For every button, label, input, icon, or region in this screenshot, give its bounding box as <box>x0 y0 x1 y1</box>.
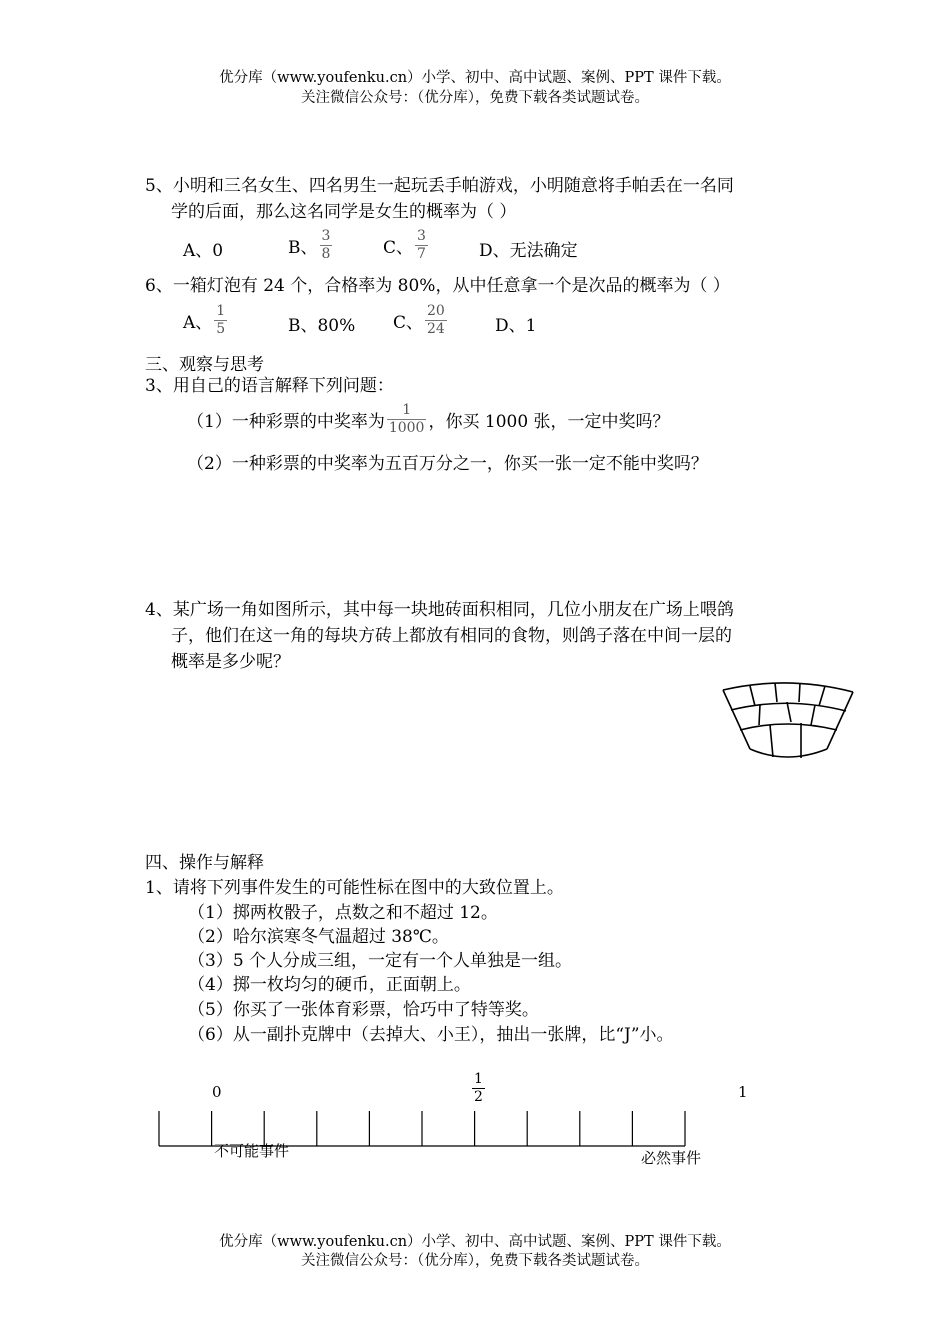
numberline-one-label: 1 <box>738 1083 748 1101</box>
event-item-4: （4）掷一枚均匀的硬币，正面朝上。 <box>188 975 471 995</box>
certain-event-label: 必然事件 <box>641 1149 702 1167</box>
q6-option-c <box>393 303 449 338</box>
q6-line-1: 6、一箱灯泡有 24 个，合格率为 80%，从中任意拿一个是次品的概率为（ ） <box>145 276 730 296</box>
q5-line-2: 学的后面，那么这名同学是女生的概率为（ ） <box>171 202 517 222</box>
footer-line-2: 关注微信公众号：（优分库），免费下载各类试题试卷。 <box>301 1253 649 1269</box>
q5-option-c-prefix: C、 <box>383 238 414 258</box>
event-item-3: （3）5 个人分成三组，一定有一个人单独是一组。 <box>188 951 573 971</box>
q5-c-numerator: 3 <box>417 228 426 244</box>
plaza-inner-arc <box>750 749 827 757</box>
numberline-half-fraction <box>472 1071 485 1106</box>
numberline-half-numerator: 1 <box>474 1071 483 1087</box>
q3-title: 3、用自己的语言解释下列问题： <box>145 376 394 396</box>
section-4-title: 四、操作与解释 <box>145 853 264 873</box>
event-item-2: （2）哈尔滨寒冬气温超过 38℃。 <box>188 927 449 947</box>
q6-option-d: D、1 <box>495 316 537 336</box>
q6-c-denominator: 24 <box>427 321 445 337</box>
q6-option-a-fraction <box>214 303 227 338</box>
q5-b-denominator: 8 <box>321 246 331 262</box>
q3-part-1-numerator: 1 <box>402 402 412 418</box>
q5-option-c <box>383 228 430 263</box>
event-item-6: （6）从一副扑克牌中（去掉大、小王），抽出一张牌，比“J”小。 <box>188 1025 674 1045</box>
q4-line-3: 概率是多少呢？ <box>171 652 290 672</box>
q3-part-2: （2）一种彩票的中奖率为五百万分之一，你买一张一定不能中奖吗？ <box>187 454 708 474</box>
q5-option-a: A、0 <box>183 241 224 261</box>
q6-c-numerator: 20 <box>427 303 445 319</box>
q6-option-b: B、80% <box>288 316 356 336</box>
numberline-zero-label: 0 <box>212 1083 222 1101</box>
event-item-5: （5）你买了一张体育彩票，恰巧中了特等奖。 <box>188 1000 539 1020</box>
q5-option-b <box>288 228 334 263</box>
q5-c-denominator: 7 <box>417 246 426 262</box>
section-3-title: 三、观察与思考 <box>145 355 264 375</box>
numberline-half-denominator: 2 <box>474 1089 483 1105</box>
q6-option-c-prefix: C、 <box>393 313 424 333</box>
q3-part-1 <box>187 402 670 437</box>
q5-option-b-prefix: B、 <box>288 238 318 258</box>
q5-option-d: D、无法确定 <box>479 241 578 261</box>
q5-option-b-fraction <box>320 228 333 263</box>
footer-line-1: 优分库（www.youfenku.cn）小学、初中、高中试题、案例、PPT 课件下载。 <box>219 1234 731 1250</box>
numberline-half-label <box>470 1071 487 1106</box>
q4-line-2: 子，他们在这一角的每块方砖上都放有相同的食物，则鸽子落在中间一层的 <box>171 626 732 646</box>
plaza-left-edge <box>723 690 750 749</box>
q6-a-numerator: 1 <box>216 303 226 319</box>
plaza-tile-figure <box>715 680 860 765</box>
plaza-row-arc-2 <box>740 724 837 730</box>
s4-q1-title: 1、请将下列事件发生的可能性标在图中的大致位置上。 <box>145 878 564 898</box>
q3-part-1-after: ，你买 1000 张，一定中奖吗？ <box>428 412 670 432</box>
q6-option-a-prefix: A、 <box>183 313 213 333</box>
header-line-2: 关注微信公众号：（优分库），免费下载各类试题试卷。 <box>301 90 649 106</box>
q3-part-1-before: （1）一种彩票的中奖率为 <box>187 412 385 432</box>
q5-option-c-fraction <box>415 228 428 263</box>
q4-line-1: 4、某广场一角如图所示，其中每一块地砖面积相同，几位小朋友在广场上喂鸽 <box>145 600 734 620</box>
q6-option-c-fraction <box>425 303 447 338</box>
impossible-event-label: 不可能事件 <box>214 1142 290 1160</box>
q3-part-1-fraction <box>387 402 427 437</box>
header-line-1: 优分库（www.youfenku.cn）小学、初中、高中试题、案例、PPT 课件下载。 <box>219 70 731 86</box>
q6-option-a <box>183 303 229 338</box>
event-item-1: （1）掷两枚骰子，点数之和不超过 12。 <box>188 903 498 923</box>
q5-b-numerator: 3 <box>321 228 331 244</box>
plaza-outer-arc <box>723 683 853 692</box>
q5-line-1: 5、小明和三名女生、四名男生一起玩丢手帕游戏，小明随意将手帕丢在一名同 <box>145 176 734 196</box>
q3-part-1-denominator: 1000 <box>388 420 425 436</box>
plaza-right-edge <box>827 692 853 749</box>
q6-a-denominator: 5 <box>216 321 226 337</box>
